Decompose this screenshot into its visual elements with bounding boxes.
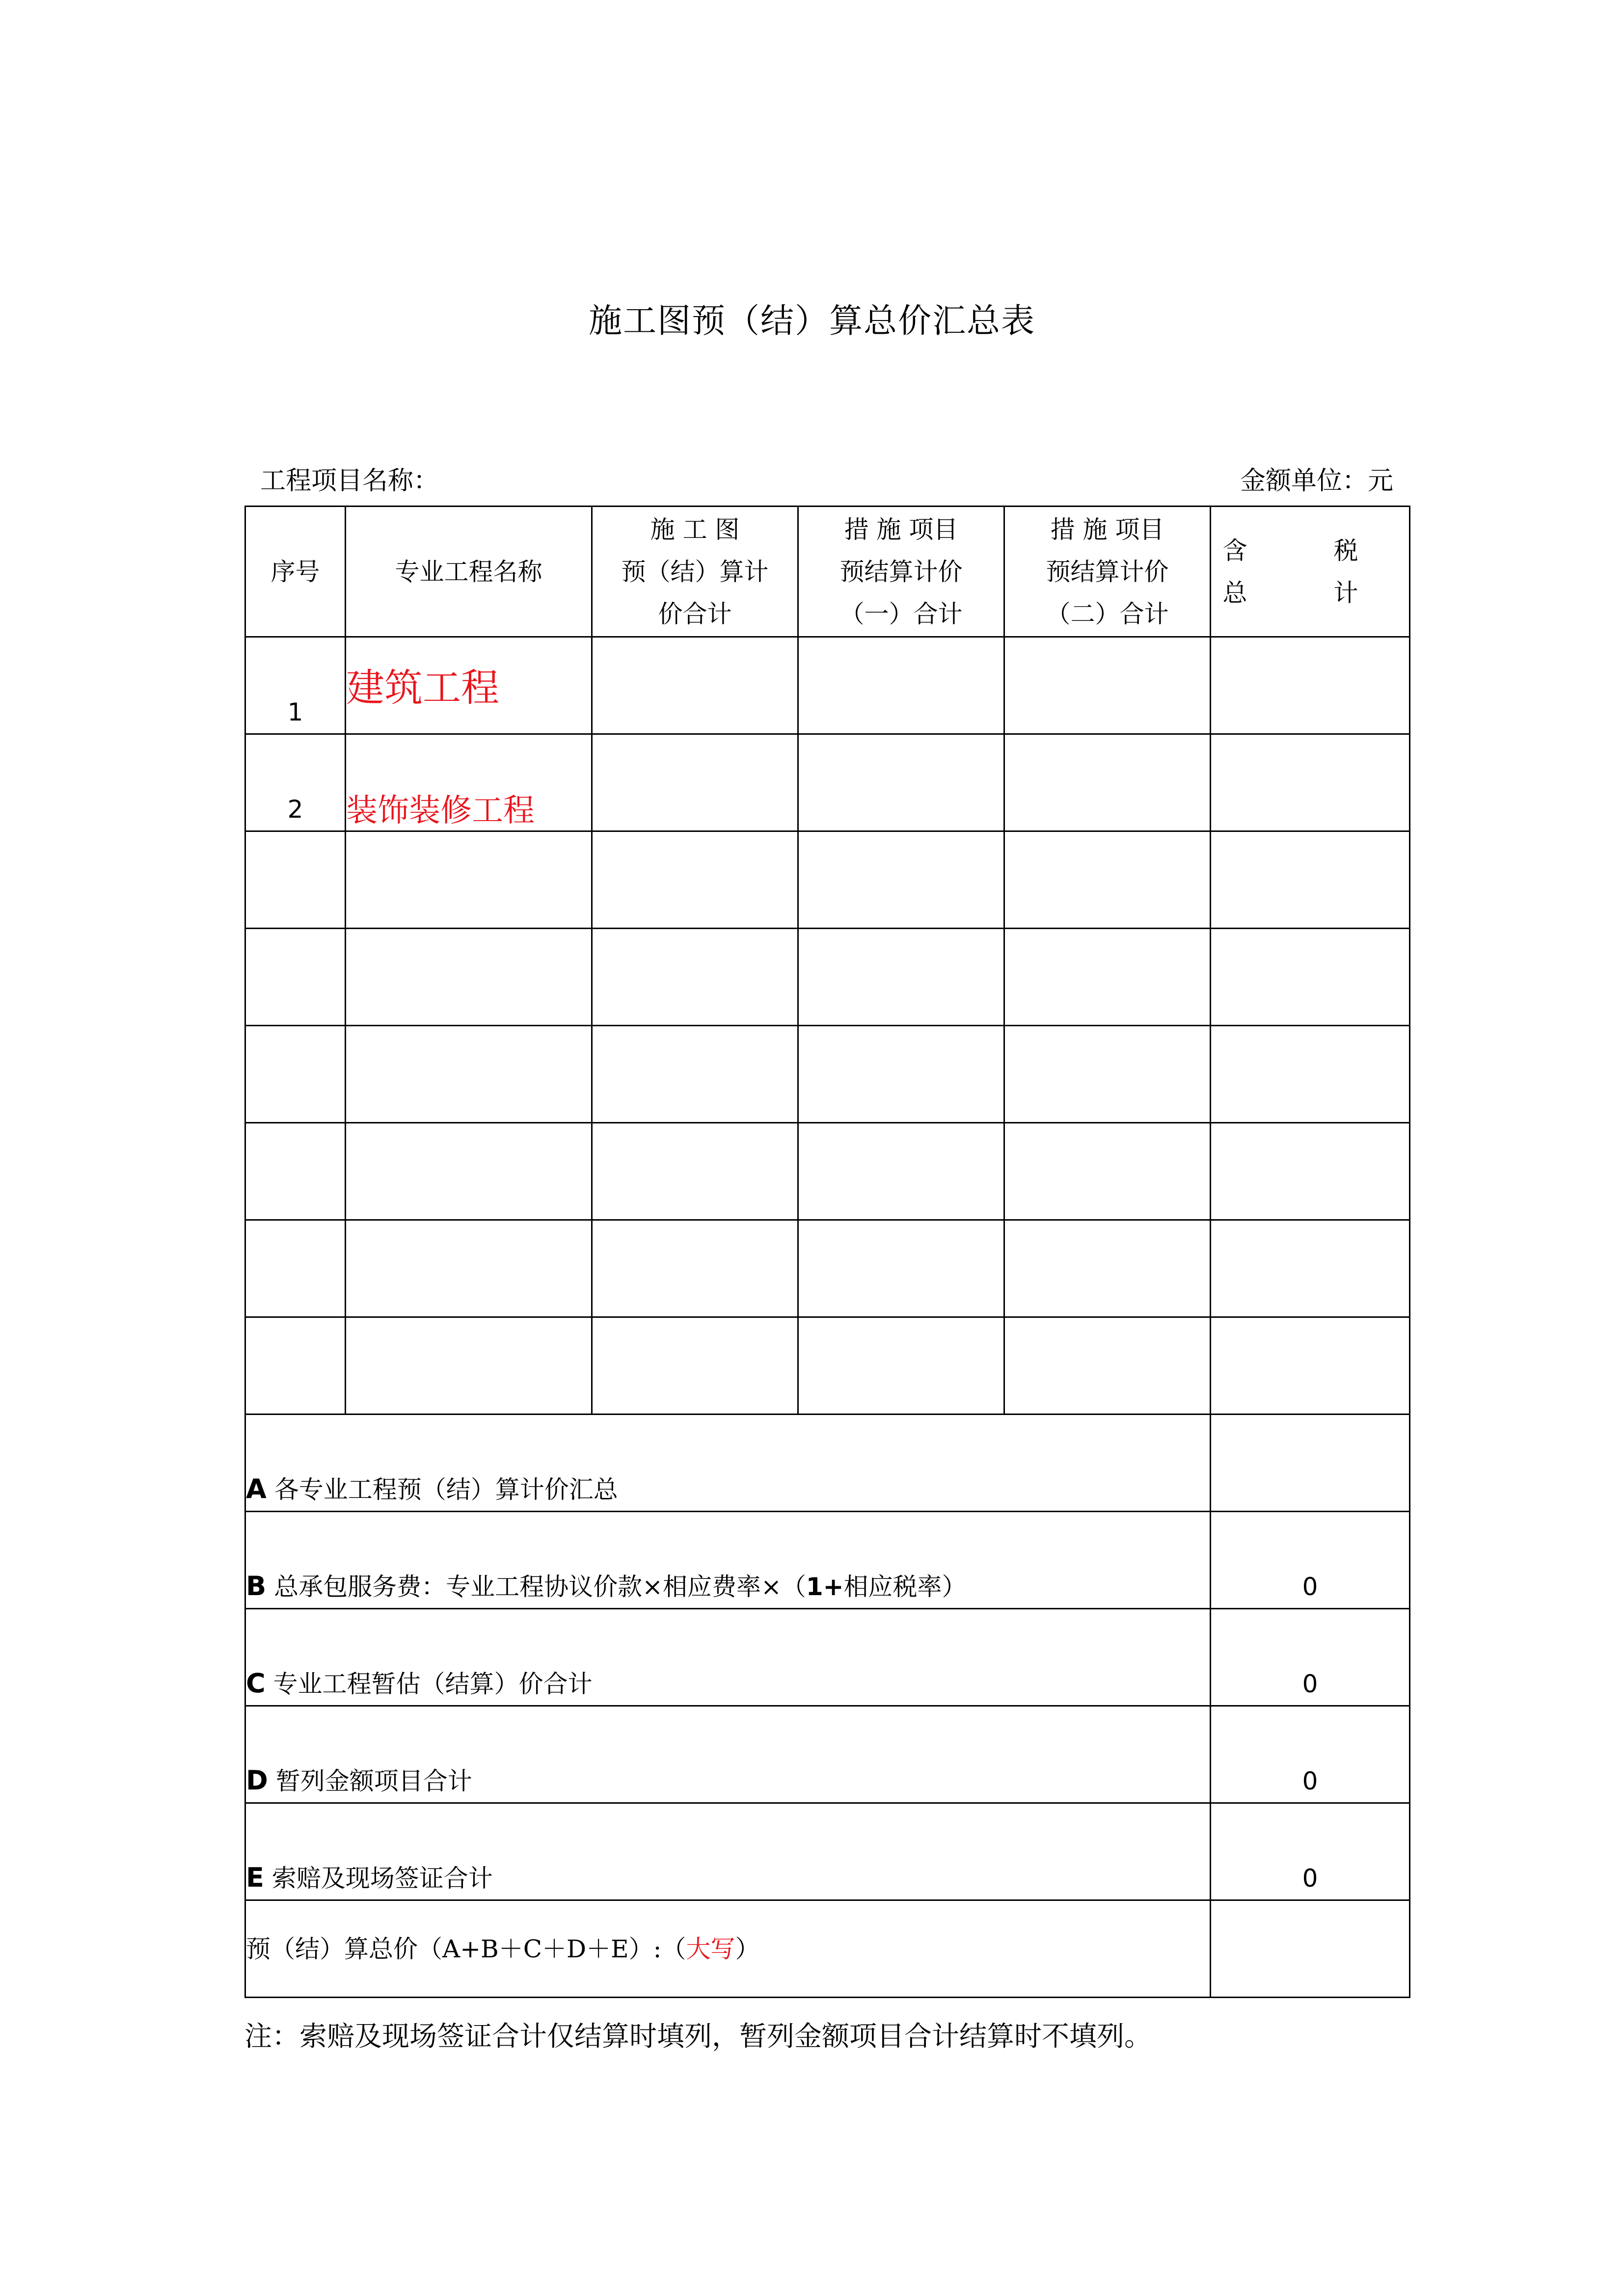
row-project-name[interactable] xyxy=(346,929,592,1026)
project-name-label: 工程项目名称： xyxy=(260,466,439,496)
row-seq[interactable] xyxy=(245,1317,346,1415)
grand-total-value[interactable] xyxy=(1211,1900,1410,1998)
header-seq: 序号 xyxy=(245,507,346,637)
cell-measures-2[interactable] xyxy=(1004,929,1211,1026)
footnote: 注：索赔及现场签证合计仅结算时填列，暂列金额项目合计结算时不填列。 xyxy=(244,2021,1152,2053)
header-measures-1 xyxy=(798,507,1004,637)
table-row xyxy=(245,1026,1410,1123)
cell-total[interactable] xyxy=(1211,637,1410,734)
table-header-row xyxy=(245,507,1410,637)
header-line: 总 计 xyxy=(1222,578,1398,607)
summary-text: 索赔及现场签证合计 xyxy=(264,1864,493,1893)
summary-row-d xyxy=(245,1706,1410,1803)
cell-drawing-budget[interactable] xyxy=(592,1026,798,1123)
cell-measures-1[interactable] xyxy=(798,1123,1004,1220)
cell-drawing-budget[interactable] xyxy=(592,1317,798,1415)
page-title: 施工图预（结）算总价汇总表 xyxy=(588,302,1035,341)
row-seq[interactable] xyxy=(245,1220,346,1317)
cell-measures-2[interactable] xyxy=(1004,1123,1211,1220)
row-project-name[interactable] xyxy=(346,1220,592,1317)
summary-row-e xyxy=(245,1803,1410,1900)
cell-total[interactable] xyxy=(1211,1317,1410,1415)
cell-total[interactable] xyxy=(1211,734,1410,831)
cell-measures-2[interactable] xyxy=(1004,637,1211,734)
cell-drawing-budget[interactable] xyxy=(592,1220,798,1317)
header-line: 价合计 xyxy=(658,599,732,628)
summary-letter: B xyxy=(246,1571,267,1602)
table-row xyxy=(245,1123,1410,1220)
grand-total-uppercase-hint: 大写 xyxy=(686,1934,735,1963)
row-project-name[interactable] xyxy=(346,1317,592,1415)
summary-letter: E xyxy=(246,1862,264,1893)
header-line: 含 税 xyxy=(1222,536,1398,565)
cell-measures-1[interactable] xyxy=(798,831,1004,929)
summary-text-bold: 1+ xyxy=(806,1573,844,1601)
summary-letter: C xyxy=(246,1668,266,1699)
cell-measures-1[interactable] xyxy=(798,1317,1004,1415)
summary-value-b[interactable]: 0 xyxy=(1211,1512,1410,1609)
summary-row-c xyxy=(245,1609,1410,1706)
row-project-name[interactable] xyxy=(346,1026,592,1123)
summary-value-e[interactable]: 0 xyxy=(1211,1803,1410,1900)
summary-text: 相应税率） xyxy=(843,1573,967,1601)
summary-label-e xyxy=(245,1803,1211,1900)
summary-text: 专业工程暂估（结算）价合计 xyxy=(265,1670,593,1698)
header-project-name: 专业工程名称 xyxy=(346,507,592,637)
summary-letter: A xyxy=(246,1473,267,1504)
cell-drawing-budget[interactable] xyxy=(592,1123,798,1220)
summary-text: 总承包服务费：专业工程协议价款×相应费率×（ xyxy=(266,1573,806,1601)
cell-total[interactable] xyxy=(1211,1026,1410,1123)
row-seq: 1 xyxy=(245,637,346,734)
summary-value-d[interactable]: 0 xyxy=(1211,1706,1410,1803)
summary-letter: D xyxy=(246,1765,268,1796)
summary-value-c[interactable]: 0 xyxy=(1211,1609,1410,1706)
header-measures-2 xyxy=(1004,507,1211,637)
currency-unit-label: 金额单位：元 xyxy=(1240,466,1393,496)
row-seq[interactable] xyxy=(245,929,346,1026)
cell-drawing-budget[interactable] xyxy=(592,929,798,1026)
grand-total-text-end: ） xyxy=(735,1934,760,1963)
table-row xyxy=(245,929,1410,1026)
cell-drawing-budget[interactable] xyxy=(592,637,798,734)
cell-measures-2[interactable] xyxy=(1004,734,1211,831)
summary-label-b xyxy=(245,1512,1211,1609)
cell-measures-2[interactable] xyxy=(1004,831,1211,929)
row-project-name[interactable] xyxy=(346,831,592,929)
header-line: （一）合计 xyxy=(839,599,963,628)
summary-row-b xyxy=(245,1512,1410,1609)
table-row xyxy=(245,734,1410,831)
cell-measures-1[interactable] xyxy=(798,734,1004,831)
cell-measures-2[interactable] xyxy=(1004,1317,1211,1415)
row-project-name[interactable] xyxy=(346,1123,592,1220)
summary-label-a xyxy=(245,1415,1211,1512)
header-line: 预结算计价 xyxy=(1046,557,1169,586)
row-seq[interactable] xyxy=(245,831,346,929)
summary-text: 暂列金额项目合计 xyxy=(268,1767,472,1795)
header-line: 措 施 项目 xyxy=(844,515,958,544)
cell-measures-1[interactable] xyxy=(798,1220,1004,1317)
header-line: 措 施 项目 xyxy=(1050,515,1164,544)
summary-label-c xyxy=(245,1609,1211,1706)
row-seq[interactable] xyxy=(245,1123,346,1220)
table-row xyxy=(245,1220,1410,1317)
row-seq[interactable] xyxy=(245,1026,346,1123)
grand-total-row xyxy=(245,1900,1410,1998)
table-row xyxy=(245,831,1410,929)
summary-value-a[interactable] xyxy=(1211,1415,1410,1512)
row-seq: 2 xyxy=(245,734,346,831)
cell-measures-1[interactable] xyxy=(798,929,1004,1026)
table-row xyxy=(245,637,1410,734)
cell-measures-1[interactable] xyxy=(798,1026,1004,1123)
header-line: 预结算计价 xyxy=(839,557,963,586)
header-drawing-budget xyxy=(592,507,798,637)
cell-measures-2[interactable] xyxy=(1004,1026,1211,1123)
grand-total-text: 预（结）算总价（A+B＋C＋D＋E）:（ xyxy=(246,1934,686,1963)
cell-drawing-budget[interactable] xyxy=(592,734,798,831)
header-tax-inclusive-total xyxy=(1211,507,1410,637)
summary-table xyxy=(244,506,1410,1998)
header-line: 施 工 图 xyxy=(650,515,740,544)
header-line: 预（结）算计 xyxy=(621,557,769,586)
cell-total[interactable] xyxy=(1211,1123,1410,1220)
table-row xyxy=(245,1317,1410,1415)
row-project-name[interactable]: 建筑工程 xyxy=(346,637,592,734)
cell-measures-2[interactable] xyxy=(1004,1220,1211,1317)
summary-text: 各专业工程预（结）算计价汇总 xyxy=(266,1475,618,1504)
cell-total[interactable] xyxy=(1211,1220,1410,1317)
cell-total[interactable] xyxy=(1211,831,1410,929)
row-project-name[interactable]: 装饰装修工程 xyxy=(346,734,592,831)
summary-label-d xyxy=(245,1706,1211,1803)
header-line: （二）合计 xyxy=(1046,599,1169,628)
cell-total[interactable] xyxy=(1211,929,1410,1026)
summary-row-a xyxy=(245,1415,1410,1512)
cell-measures-1[interactable] xyxy=(798,637,1004,734)
grand-total-label xyxy=(245,1900,1211,1998)
cell-drawing-budget[interactable] xyxy=(592,831,798,929)
